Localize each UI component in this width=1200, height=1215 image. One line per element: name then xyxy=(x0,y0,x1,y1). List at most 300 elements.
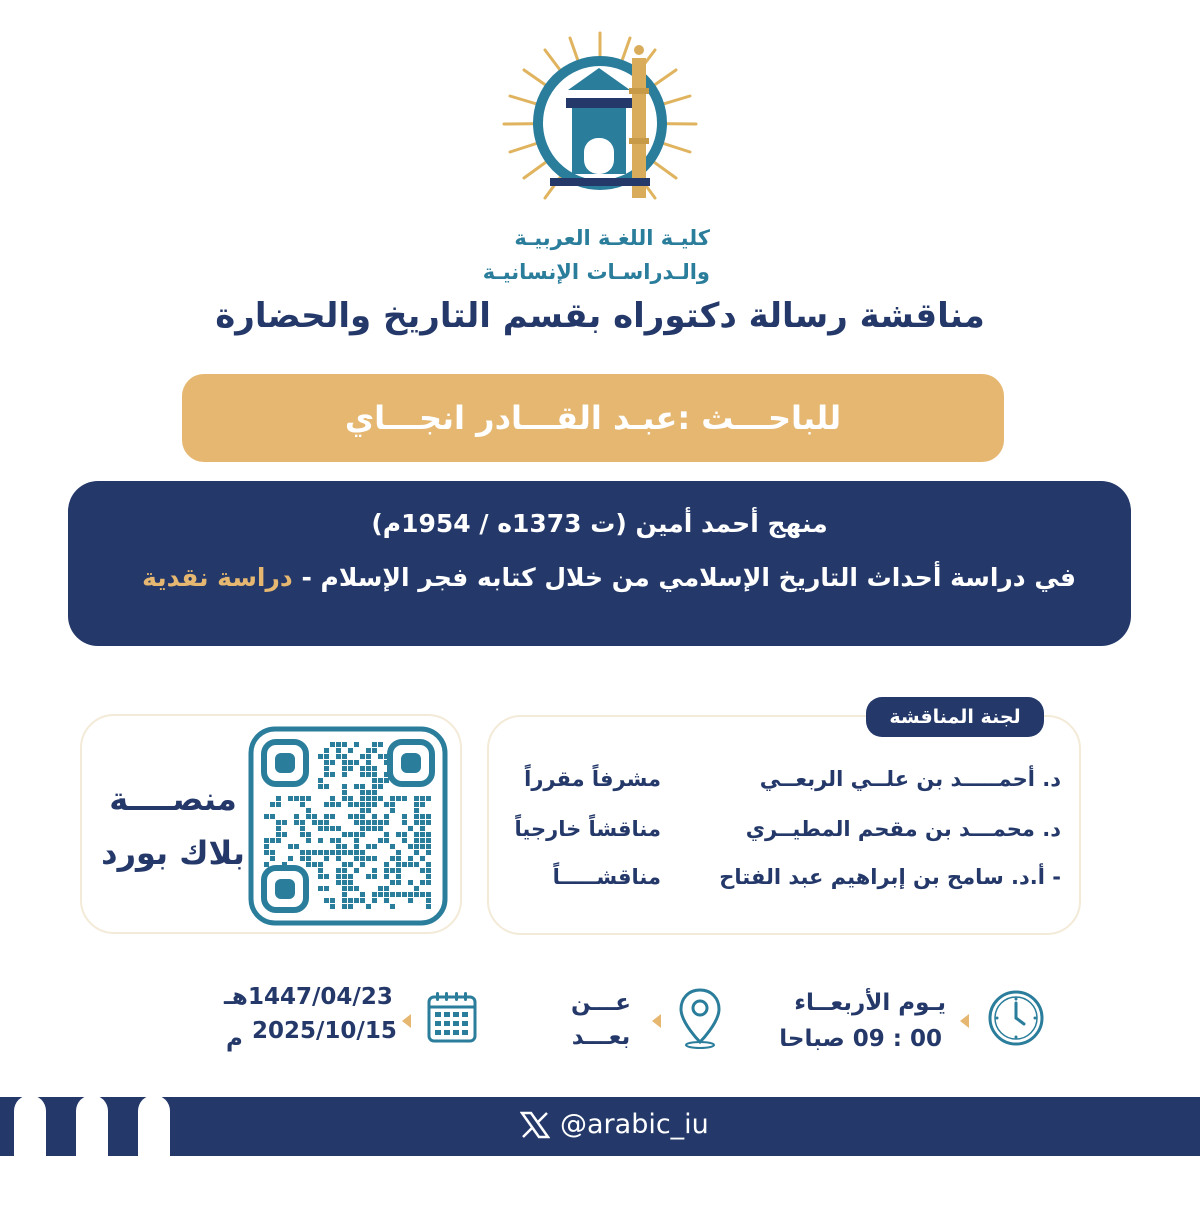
qr-module xyxy=(420,826,425,831)
qr-module xyxy=(420,796,425,801)
qr-module xyxy=(324,802,329,807)
qr-module xyxy=(330,826,335,831)
qr-module xyxy=(414,820,419,825)
qr-module xyxy=(288,856,293,861)
qr-module xyxy=(396,856,401,861)
member-role: مشرفاً مقرراً xyxy=(524,767,661,791)
qr-module xyxy=(354,760,359,765)
qr-module xyxy=(312,862,317,867)
qr-module xyxy=(384,838,389,843)
qr-module xyxy=(426,832,431,837)
qr-module xyxy=(360,826,365,831)
qr-module xyxy=(324,784,329,789)
qr-module xyxy=(330,742,335,747)
qr-module xyxy=(390,844,395,849)
thesis-subtitle-text: في دراسة أحداث التاريخ الإسلامي من خلال كتابه فجر الإسلام - xyxy=(292,563,1076,592)
qr-module xyxy=(378,892,383,897)
qr-module xyxy=(366,826,371,831)
qr-module xyxy=(324,898,329,903)
qr-module xyxy=(324,766,329,771)
qr-finder-center xyxy=(275,753,295,773)
qr-module xyxy=(372,868,377,873)
qr-module xyxy=(372,898,377,903)
committee-member-1 xyxy=(489,767,1079,797)
qr-module xyxy=(372,796,377,801)
qr-module xyxy=(366,904,371,909)
date-gregorian: 2025/10/15 xyxy=(252,1018,397,1044)
qr-module xyxy=(264,850,269,855)
qr-module xyxy=(330,802,335,807)
qr-module xyxy=(408,856,413,861)
qr-module xyxy=(306,862,311,867)
qr-module xyxy=(318,874,323,879)
qr-module xyxy=(318,826,323,831)
qr-module xyxy=(396,868,401,873)
qr-module xyxy=(306,838,311,843)
qr-module xyxy=(384,892,389,897)
decorative-pill xyxy=(76,1095,108,1215)
researcher-label: للباحـــث :عبـد القـــادر انجـــاي xyxy=(344,399,842,437)
qr-module xyxy=(324,856,329,861)
qr-module xyxy=(282,832,287,837)
qr-module xyxy=(372,820,377,825)
committee-box xyxy=(487,715,1081,935)
qr-module xyxy=(390,796,395,801)
qr-module xyxy=(366,748,371,753)
qr-module xyxy=(342,874,347,879)
qr-module xyxy=(306,814,311,819)
qr-module xyxy=(336,850,341,855)
qr-module xyxy=(378,826,383,831)
qr-module xyxy=(426,838,431,843)
qr-module xyxy=(342,898,347,903)
qr-module xyxy=(402,814,407,819)
qr-module xyxy=(300,826,305,831)
qr-module xyxy=(384,874,389,879)
qr-module xyxy=(330,796,335,801)
qr-module xyxy=(366,790,371,795)
qr-module xyxy=(372,778,377,783)
location-pin-icon xyxy=(676,986,724,1050)
qr-module xyxy=(288,844,293,849)
decorative-pill xyxy=(14,1095,46,1215)
qr-module xyxy=(426,862,431,867)
qr-module xyxy=(402,838,407,843)
committee-member-2 xyxy=(489,817,1079,847)
qr-module xyxy=(264,838,269,843)
qr-module xyxy=(330,898,335,903)
qr-module xyxy=(324,754,329,759)
qr-module xyxy=(336,856,341,861)
qr-module xyxy=(324,826,329,831)
qr-module xyxy=(354,784,359,789)
event-mode-line2: بعـــد xyxy=(571,1024,631,1050)
qr-module xyxy=(360,892,365,897)
qr-module xyxy=(360,772,365,777)
qr-module xyxy=(354,868,359,873)
qr-module xyxy=(426,850,431,855)
qr-module xyxy=(306,856,311,861)
qr-module xyxy=(420,880,425,885)
qr-module xyxy=(342,844,347,849)
qr-module xyxy=(300,856,305,861)
qr-module xyxy=(378,784,383,789)
qr-module xyxy=(270,802,275,807)
qr-module xyxy=(420,868,425,873)
qr-module xyxy=(360,802,365,807)
qr-module xyxy=(414,850,419,855)
qr-module xyxy=(336,754,341,759)
qr-module xyxy=(276,832,281,837)
qr-module xyxy=(348,796,353,801)
researcher-banner xyxy=(182,374,1004,462)
event-time: 00 : 09 صباحا xyxy=(779,1026,942,1052)
qr-module xyxy=(330,760,335,765)
qr-module xyxy=(426,892,431,897)
qr-module xyxy=(396,880,401,885)
qr-module xyxy=(414,808,419,813)
qr-module xyxy=(390,802,395,807)
thesis-title: منهج أحمد أمين (ت 1373ه / 1954م) xyxy=(371,509,828,538)
qr-module xyxy=(366,874,371,879)
qr-module xyxy=(414,802,419,807)
qr-module xyxy=(342,766,347,771)
qr-module xyxy=(306,796,311,801)
qr-module xyxy=(396,892,401,897)
qr-module xyxy=(354,898,359,903)
qr-module xyxy=(360,832,365,837)
qr-module xyxy=(342,772,347,777)
qr-module xyxy=(342,742,347,747)
date-gregorian-suffix: م xyxy=(226,1026,243,1052)
qr-module xyxy=(336,802,341,807)
qr-module xyxy=(378,778,383,783)
qr-module xyxy=(318,862,323,867)
qr-module xyxy=(360,898,365,903)
qr-module xyxy=(342,868,347,873)
qr-module xyxy=(384,760,389,765)
qr-module xyxy=(294,814,299,819)
qr-module xyxy=(366,808,371,813)
qr-module xyxy=(270,814,275,819)
qr-module xyxy=(330,850,335,855)
qr-module xyxy=(312,814,317,819)
qr-module xyxy=(366,766,371,771)
pointer-arrow xyxy=(652,1014,661,1028)
qr-module xyxy=(300,850,305,855)
qr-module xyxy=(324,748,329,753)
qr-module xyxy=(408,826,413,831)
qr-module xyxy=(348,802,353,807)
qr-module xyxy=(294,820,299,825)
qr-module xyxy=(414,796,419,801)
qr-module xyxy=(264,814,269,819)
qr-module xyxy=(366,856,371,861)
qr-module xyxy=(366,796,371,801)
decorative-pill xyxy=(138,1095,170,1215)
qr-module xyxy=(378,796,383,801)
qr-module xyxy=(342,904,347,909)
qr-module xyxy=(420,820,425,825)
qr-module xyxy=(276,820,281,825)
qr-module xyxy=(264,862,269,867)
qr-module xyxy=(378,754,383,759)
qr-module xyxy=(372,814,377,819)
qr-module xyxy=(354,832,359,837)
qr-module xyxy=(372,748,377,753)
qr-module xyxy=(360,754,365,759)
qr-module xyxy=(420,892,425,897)
qr-module xyxy=(276,838,281,843)
qr-module xyxy=(384,886,389,891)
qr-module xyxy=(348,766,353,771)
qr-module xyxy=(378,742,383,747)
qr-module xyxy=(408,844,413,849)
qr-module xyxy=(372,790,377,795)
qr-module xyxy=(282,820,287,825)
qr-module xyxy=(366,754,371,759)
qr-module xyxy=(384,814,389,819)
qr-module xyxy=(348,748,353,753)
qr-module xyxy=(288,796,293,801)
qr-module xyxy=(426,820,431,825)
qr-module xyxy=(330,772,335,777)
platform-name-line1: منصــــة xyxy=(109,780,237,818)
qr-module xyxy=(342,754,347,759)
qr-module xyxy=(360,850,365,855)
qr-module xyxy=(342,850,347,855)
qr-module xyxy=(276,796,281,801)
qr-module xyxy=(414,832,419,837)
qr-module xyxy=(354,814,359,819)
qr-module xyxy=(426,880,431,885)
qr-module xyxy=(324,820,329,825)
qr-module xyxy=(360,814,365,819)
qr-module xyxy=(306,808,311,813)
qr-module xyxy=(384,832,389,837)
qr-module xyxy=(420,856,425,861)
footer-bar xyxy=(0,1097,1200,1156)
qr-module xyxy=(348,862,353,867)
social-handle[interactable] xyxy=(520,1109,709,1140)
qr-module xyxy=(318,850,323,855)
qr-module xyxy=(354,844,359,849)
qr-module xyxy=(348,760,353,765)
qr-module xyxy=(384,778,389,783)
qr-module xyxy=(420,838,425,843)
qr-module xyxy=(390,808,395,813)
qr-module xyxy=(318,784,323,789)
qr-module xyxy=(402,862,407,867)
x-logo-icon xyxy=(520,1111,550,1139)
qr-module xyxy=(420,814,425,819)
qr-module xyxy=(324,760,329,765)
qr-module xyxy=(312,820,317,825)
pointer-arrow xyxy=(960,1014,969,1028)
qr-module xyxy=(330,904,335,909)
date-hijri-suffix: هـ xyxy=(224,984,248,1010)
qr-module xyxy=(348,904,353,909)
qr-module xyxy=(318,778,323,783)
qr-module xyxy=(384,754,389,759)
qr-module xyxy=(402,796,407,801)
qr-module xyxy=(426,898,431,903)
qr-finder-center xyxy=(275,879,295,899)
qr-module xyxy=(300,820,305,825)
clock-icon xyxy=(986,988,1046,1048)
qr-module xyxy=(282,862,287,867)
qr-module xyxy=(426,814,431,819)
qr-module xyxy=(342,886,347,891)
qr-module xyxy=(390,856,395,861)
qr-module xyxy=(372,766,377,771)
page-title: مناقشة رسالة دكتوراه بقسم التاريخ والحضارة xyxy=(215,296,985,336)
qr-module xyxy=(348,814,353,819)
qr-module xyxy=(366,760,371,765)
qr-module xyxy=(360,784,365,789)
qr-module xyxy=(336,880,341,885)
qr-module xyxy=(342,760,347,765)
qr-module xyxy=(324,886,329,891)
member-role: مناقشاً خارجياً xyxy=(514,817,661,841)
qr-module xyxy=(270,856,275,861)
qr-module xyxy=(384,868,389,873)
qr-module xyxy=(420,802,425,807)
platform-name-line2: بلاك بورد xyxy=(101,834,245,872)
qr-module xyxy=(372,772,377,777)
qr-module xyxy=(378,820,383,825)
qr-module xyxy=(360,856,365,861)
committee-member-3 xyxy=(489,865,1079,895)
qr-module xyxy=(276,802,281,807)
qr-module xyxy=(306,850,311,855)
qr-module xyxy=(396,862,401,867)
qr-module xyxy=(336,844,341,849)
qr-module xyxy=(390,904,395,909)
qr-module xyxy=(414,886,419,891)
qr-module xyxy=(402,892,407,897)
qr-module xyxy=(414,862,419,867)
qr-module xyxy=(294,844,299,849)
qr-module xyxy=(348,874,353,879)
qr-module xyxy=(330,838,335,843)
qr-module xyxy=(276,826,281,831)
qr-module xyxy=(354,838,359,843)
qr-module xyxy=(342,784,347,789)
qr-module xyxy=(270,838,275,843)
qr-module xyxy=(366,844,371,849)
college-name-line1: كليـة اللغـة العربيـة xyxy=(514,226,710,250)
qr-module xyxy=(402,832,407,837)
qr-module xyxy=(264,844,269,849)
qr-module xyxy=(354,742,359,747)
calendar-icon xyxy=(426,990,478,1044)
qr-module xyxy=(342,796,347,801)
qr-module xyxy=(294,796,299,801)
qr-module xyxy=(336,874,341,879)
qr-module xyxy=(336,826,341,831)
qr-module xyxy=(378,838,383,843)
qr-module xyxy=(414,892,419,897)
member-name: - أ.د. سامح بن إبراهيم عبد الفتاح xyxy=(719,865,1061,889)
qr-module xyxy=(360,790,365,795)
qr-module xyxy=(342,880,347,885)
qr-module xyxy=(342,892,347,897)
qr-module xyxy=(306,832,311,837)
qr-module xyxy=(420,844,425,849)
qr-module xyxy=(270,850,275,855)
qr-module xyxy=(360,808,365,813)
qr-module xyxy=(396,796,401,801)
qr-module xyxy=(324,874,329,879)
social-handle-text: @arabic_iu xyxy=(560,1109,709,1140)
qr-module xyxy=(318,886,323,891)
qr-module xyxy=(408,892,413,897)
qr-module xyxy=(300,832,305,837)
qr-module xyxy=(426,844,431,849)
qr-module xyxy=(354,850,359,855)
qr-module xyxy=(384,802,389,807)
qr-module xyxy=(372,802,377,807)
qr-module xyxy=(426,874,431,879)
qr-module xyxy=(390,880,395,885)
qr-module xyxy=(360,796,365,801)
qr-module xyxy=(348,898,353,903)
qr-module xyxy=(348,886,353,891)
qr-module xyxy=(372,784,377,789)
qr-module xyxy=(396,832,401,837)
thesis-box xyxy=(68,481,1131,646)
qr-module xyxy=(354,856,359,861)
qr-module xyxy=(384,862,389,867)
member-name: د. محمـــد بن مقحم المطيــري xyxy=(745,817,1061,841)
qr-module xyxy=(396,874,401,879)
pointer-arrow xyxy=(402,1014,411,1028)
qr-module xyxy=(354,820,359,825)
qr-module xyxy=(318,838,323,843)
qr-code[interactable] xyxy=(248,726,448,926)
qr-module xyxy=(396,850,401,855)
committee-heading: لجنة المناقشة xyxy=(866,697,1044,737)
qr-module xyxy=(426,904,431,909)
qr-module xyxy=(360,820,365,825)
qr-module xyxy=(408,862,413,867)
qr-module xyxy=(354,886,359,891)
qr-module xyxy=(342,862,347,867)
qr-module xyxy=(414,838,419,843)
qr-module xyxy=(390,868,395,873)
qr-module xyxy=(372,856,377,861)
qr-module xyxy=(420,832,425,837)
college-name-line2: والـدراسـات الإنسانيـة xyxy=(482,260,710,284)
qr-module xyxy=(324,850,329,855)
qr-module xyxy=(354,802,359,807)
qr-module xyxy=(426,796,431,801)
qr-module xyxy=(318,820,323,825)
qr-module xyxy=(360,766,365,771)
qr-module xyxy=(318,868,323,873)
qr-module xyxy=(378,886,383,891)
qr-module xyxy=(384,820,389,825)
qr-module xyxy=(318,754,323,759)
thesis-accent: دراسة نقدية xyxy=(142,563,293,592)
qr-module xyxy=(336,838,341,843)
qr-module xyxy=(426,868,431,873)
qr-finder-center xyxy=(401,753,421,773)
qr-module xyxy=(324,772,329,777)
qr-module xyxy=(366,772,371,777)
qr-module xyxy=(348,880,353,885)
